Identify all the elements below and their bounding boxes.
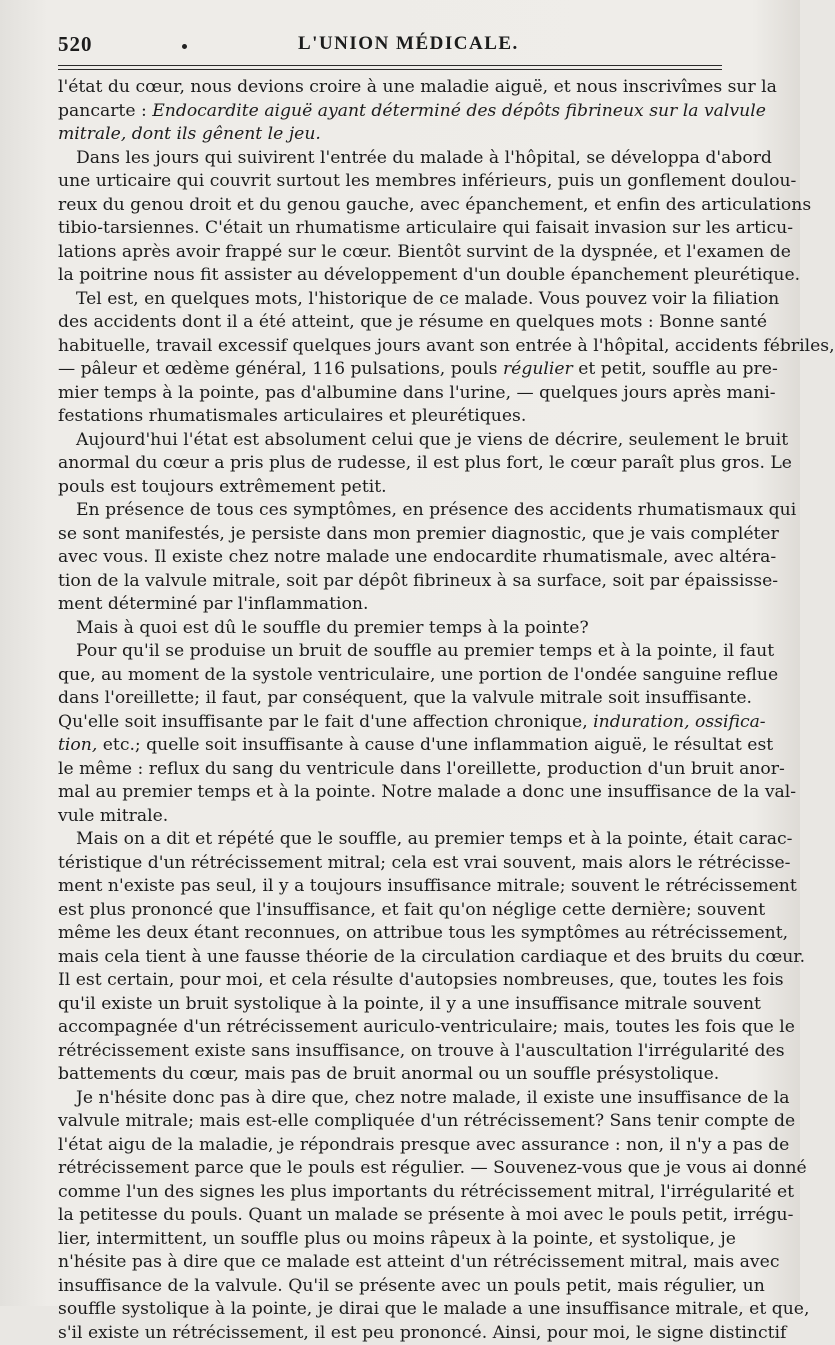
text-line: Mais on a dit et répété que le souffle, au premier temps et à la pointe, était carac-: [58, 828, 724, 852]
text-line: Pour qu'il se produise un bruit de souffle au premier temps et à la pointe, il faut: [58, 640, 724, 664]
running-header: [58, 30, 720, 64]
text-line: Dans les jours qui suivirent l'entrée du malade à l'hôpital, se développa d'abord: [58, 147, 724, 171]
text-line: mais cela tient à une fausse théorie de la circulation cardiaque et des bruits du cœur.: [58, 946, 724, 970]
text-line: — pâleur et œdème général, 116 pulsations, pouls régulier et petit, souffle au pre-: [58, 358, 724, 382]
text-line: tion de la valvule mitrale, soit par dépôt fibrineux à sa surface, soit par épaississe-: [58, 570, 724, 594]
text-line: l'état du cœur, nous devions croire à une maladie aiguë, et nous inscrivîmes sur la: [58, 76, 724, 100]
text-line: souffle systolique à la pointe, je dirai que le malade a une insuffisance mitrale, et que,: [58, 1298, 724, 1322]
text-line: mitrale, dont ils gênent le jeu.: [58, 123, 724, 147]
text-line: Mais à quoi est dû le souffle du premier temps à la pointe?: [58, 617, 724, 641]
text-line: mal au premier temps et à la pointe. Notre malade a donc une insuffisance de la val-: [58, 781, 724, 805]
text-line: vule mitrale.: [58, 805, 724, 829]
header-rule: [58, 65, 722, 66]
text-line: pouls est toujours extrêmement petit.: [58, 476, 724, 500]
text-line: est plus prononcé que l'insuffisance, et fait qu'on néglige cette dernière; souvent: [58, 899, 724, 923]
text-line: se sont manifestés, je persiste dans mon premier diagnostic, que je vais compléter: [58, 523, 724, 547]
text-line: Aujourd'hui l'état est absolument celui que je viens de décrire, seulement le bruit: [58, 429, 724, 453]
text-line: le même : reflux du sang du ventricule dans l'oreillette, production d'un bruit anor-: [58, 758, 724, 782]
text-line: mier temps à la pointe, pas d'albumine dans l'urine, — quelques jours après mani-: [58, 382, 724, 406]
text-line: la petitesse du pouls. Quant un malade se présente à moi avec le pouls petit, irrégu-: [58, 1204, 724, 1228]
text-line: tion, etc.; quelle soit insuffisante à cause d'une inflammation aiguë, le résultat est: [58, 734, 724, 758]
page-number: 520: [58, 32, 93, 57]
text-line: Il est certain, pour moi, et cela résulte d'autopsies nombreuses, que, toutes les fois: [58, 969, 724, 993]
text-line: que, au moment de la systole ventriculaire, une portion de l'ondée sanguine reflue: [58, 664, 724, 688]
text-line: valvule mitrale; mais est-elle compliquée d'un rétrécissement? Sans tenir compte de: [58, 1110, 724, 1134]
text-line: Tel est, en quelques mots, l'historique de ce malade. Vous pouvez voir la filiation: [58, 288, 724, 312]
text-line: des accidents dont il a été atteint, que je résume en quelques mots : Bonne santé: [58, 311, 724, 335]
text-line: Qu'elle soit insuffisante par le fait d'une affection chronique, induration, ossifica-: [58, 711, 724, 735]
text-line: pancarte : Endocardite aiguë ayant déterminé des dépôts fibrineux sur la valvule: [58, 100, 724, 124]
text-line: téristique d'un rétrécissement mitral; cela est vrai souvent, mais alors le rétrécisse-: [58, 852, 724, 876]
text-line: Je n'hésite donc pas à dire que, chez notre malade, il existe une insuffisance de la: [58, 1087, 724, 1111]
text-line: ment n'existe pas seul, il y a toujours insuffisance mitrale; souvent le rétrécissement: [58, 875, 724, 899]
text-line: même les deux étant reconnues, on attribue tous les symptômes au rétrécissement,: [58, 922, 724, 946]
text-line: n'hésite pas à dire que ce malade est atteint d'un rétrécissement mitral, mais avec: [58, 1251, 724, 1275]
text-line: tibio-tarsiennes. C'était un rhumatisme articulaire qui faisait invasion sur les articu-: [58, 217, 724, 241]
header-rule-thin: [58, 69, 722, 70]
body-text: [58, 76, 724, 1345]
text-line: lier, intermittent, un souffle plus ou moins râpeux à la pointe, et systolique, je: [58, 1228, 724, 1252]
text-line: festations rhumatismales articulaires et pleurétiques.: [58, 405, 724, 429]
text-line: battements du cœur, mais pas de bruit anormal ou un souffle présystolique.: [58, 1063, 724, 1087]
text-line: qu'il existe un bruit systolique à la pointe, il y a une insuffisance mitrale souvent: [58, 993, 724, 1017]
text-line: lations après avoir frappé sur le cœur. Bientôt survint de la dyspnée, et l'examen de: [58, 241, 724, 265]
text-line: En présence de tous ces symptômes, en présence des accidents rhumatismaux qui: [58, 499, 724, 523]
text-line: rétrécissement existe sans insuffisance, on trouve à l'auscultation l'irrégularité des: [58, 1040, 724, 1064]
text-line: anormal du cœur a pris plus de rudesse, il est plus fort, le cœur paraît plus gros. Le: [58, 452, 724, 476]
header-dot: [182, 44, 187, 49]
text-line: dans l'oreillette; il faut, par conséquent, que la valvule mitrale soit insuffisante.: [58, 687, 724, 711]
text-line: ment déterminé par l'inflammation.: [58, 593, 724, 617]
running-title: L'UNION MÉDICALE.: [298, 33, 519, 55]
text-line: accompagnée d'un rétrécissement auriculo-ventriculaire; mais, toutes les fois que le: [58, 1016, 724, 1040]
text-line: la poitrine nous fit assister au développement d'un double épanchement pleurétique.: [58, 264, 724, 288]
text-line: une urticaire qui couvrit surtout les membres inférieurs, puis un gonflement doulou-: [58, 170, 724, 194]
text-line: s'il existe un rétrécissement, il est peu prononcé. Ainsi, pour moi, le signe distinctif: [58, 1322, 724, 1345]
text-line: comme l'un des signes les plus importants du rétrécissement mitral, l'irrégularité et: [58, 1181, 724, 1205]
text-line: reux du genou droit et du genou gauche, avec épanchement, et enfin des articulations: [58, 194, 724, 218]
text-line: insuffisance de la valvule. Qu'il se présente avec un pouls petit, mais régulier, un: [58, 1275, 724, 1299]
text-line: l'état aigu de la maladie, je répondrais presque avec assurance : non, il n'y a pas de: [58, 1134, 724, 1158]
text-line: rétrécissement parce que le pouls est régulier. — Souvenez-vous que je vous ai donné: [58, 1157, 724, 1181]
text-line: avec vous. Il existe chez notre malade une endocardite rhumatismale, avec altéra-: [58, 546, 724, 570]
text-line: habituelle, travail excessif quelques jours avant son entrée à l'hôpital, accidents fébriles,: [58, 335, 724, 359]
